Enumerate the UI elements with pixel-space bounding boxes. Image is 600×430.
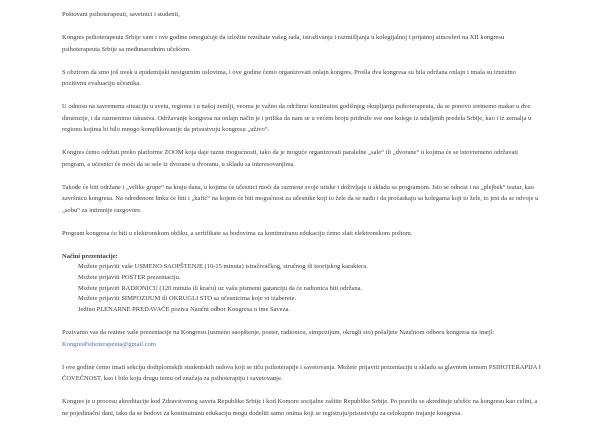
paragraph-large-groups: Takođe će biti održane i „velike grupe“ na kraju dana, u kojima će učesnici moći da razmene svoje utiske i doživljaje u skladu sa programom. Isto se odnosi i na „plejbek“ teatar, kao završnicu kongresa. Na određenom linku će biti i „kafić“ na kojem će biti mogućnost za učesnike koji to žele da se nađu i da proćaskaju sa kolegama koji to žele, to jest da se odvoje u „sobu“ za intimnije razgovore. bbox=[62, 183, 539, 214]
list-item-symposium: Možete prijaviti SIMPOZIJUM ili OKRUGLI STO sa učesnicima koje vi izaberete. bbox=[78, 295, 297, 303]
paragraph-accreditation: Kongres je u procesu akreditacije kod Zdravstvenog saveta Republike Srbije i kod Komore socijalne zaštite Republike Srbije. Po pravilu se akredituje učešće na kongresu kao celini, a ne pojedinačni dani, tako da se bodovi za kontinuiranu edukaciju mogu dodeliti samo onima koji se registruju/prisustvuju za celokupno trajanje kongresa. bbox=[62, 398, 538, 417]
list-item-poster: Možete prijaviti POSTER prezentaciju. bbox=[78, 273, 181, 281]
presentation-methods-heading: Načini prezentacije: bbox=[62, 252, 118, 260]
paragraph-zoom-platform: Kongres ćemo održati preko platforme ZOOM koja daje razne mogućnosti, tako da je moguće organizovati paralelne „sale“ ili „dvorane“ u kojima će se istovremeno održavati program, a učesnici će moći da se sele iz dvorane u dvoranu, u skladu sa interesovanjima. bbox=[62, 149, 518, 168]
paragraph-submission bbox=[62, 327, 542, 350]
paragraph-student-section: I ove godine ćemo imati sekciju dodiplomskih studentskih radova koji se tiču psihoterapije i savetovanja. Možete prijaviti prezentaciju u skladu sa glavnom temom PSIHOTERAPIJA I ČOVEČNOST, kao i bilo koju drugu temu od značaja za psihoterapiju i savetovanje. bbox=[62, 363, 541, 383]
list-item-oral-presentation: Možete prijaviti vaše USMENO SAOPŠTENJE (10-15 minuta) istraživačkog, stručnog ili teorijskog karaktera. bbox=[78, 263, 368, 270]
presentation-methods-list bbox=[62, 262, 542, 316]
paragraph-continuity: U odnosu na savremenu situaciju u svetu, regionu i u našoj zemlji, veoma je važno da održimo kontinuitet godišnjeg okupljanja psihoterapeuta, da se ponovo sretnemo makar u dve dimenzije, i da razmenimo iskustva. Održavanje kongresa na onlajn način je i prilika da nam se u većem broju pridruže sve one kolege iz udaljenih predela Srbije, kao i iz zemalja u regionu kojima bi bilo mnogo komplikovanije da prisustvuju kongresu „uživo“. bbox=[62, 103, 532, 133]
email-link[interactable]: KongresPsihoterapeuta@gmail.com bbox=[62, 340, 156, 348]
submission-text: Pozivamo vas da rezime vaše prezentacije na Kongresu (usmeno saopštenje, poster, radionicu, simpozijum, okrugli sto) pošaljete Naučnom odboru kongresa na imejl: bbox=[62, 329, 495, 337]
salutation: Poštovani psihoterapeuti, savetnici i studenti, bbox=[62, 11, 180, 18]
list-item-workshop: Možete prijaviti RADIONICU (120 minuta ili kraću) uz vašu pismenu garanciju da će radionica biti održana. bbox=[78, 284, 363, 292]
paragraph-congress-invitation: Kongres psihoterapeuta Srbije vam i ove godine omogućuje da izložite rezultate vašeg rada, istraživanja i razmišljanja u kolegijalnoj i prijatnoj atmosferi na XII kongresu psihoterapeuta Srbije sa međunarodnim učešćem. bbox=[62, 34, 505, 53]
paragraph-online-format: S obzirom da smo još uvek u epidemijski nesigurnim uslovima, i ove godine ćemo organizovati onlajn kongres. Prošla dva kongresa su bila održana onlajn i imala su izuzetno pozitivnu evaluaciju učesnika. bbox=[62, 68, 516, 87]
document-body bbox=[62, 9, 542, 430]
paragraph-certificates: Program kongresa će biti u elektronskom obliku, a sertifikate sa bodovima za kontinuiranu edukaciju ćemo slati elektronskom poštom. bbox=[62, 229, 413, 237]
list-item-plenary: Jedino PLENARNE PREDAVAČE poziva Naučni odbor Kongresa u ime Saveza. bbox=[78, 306, 291, 314]
